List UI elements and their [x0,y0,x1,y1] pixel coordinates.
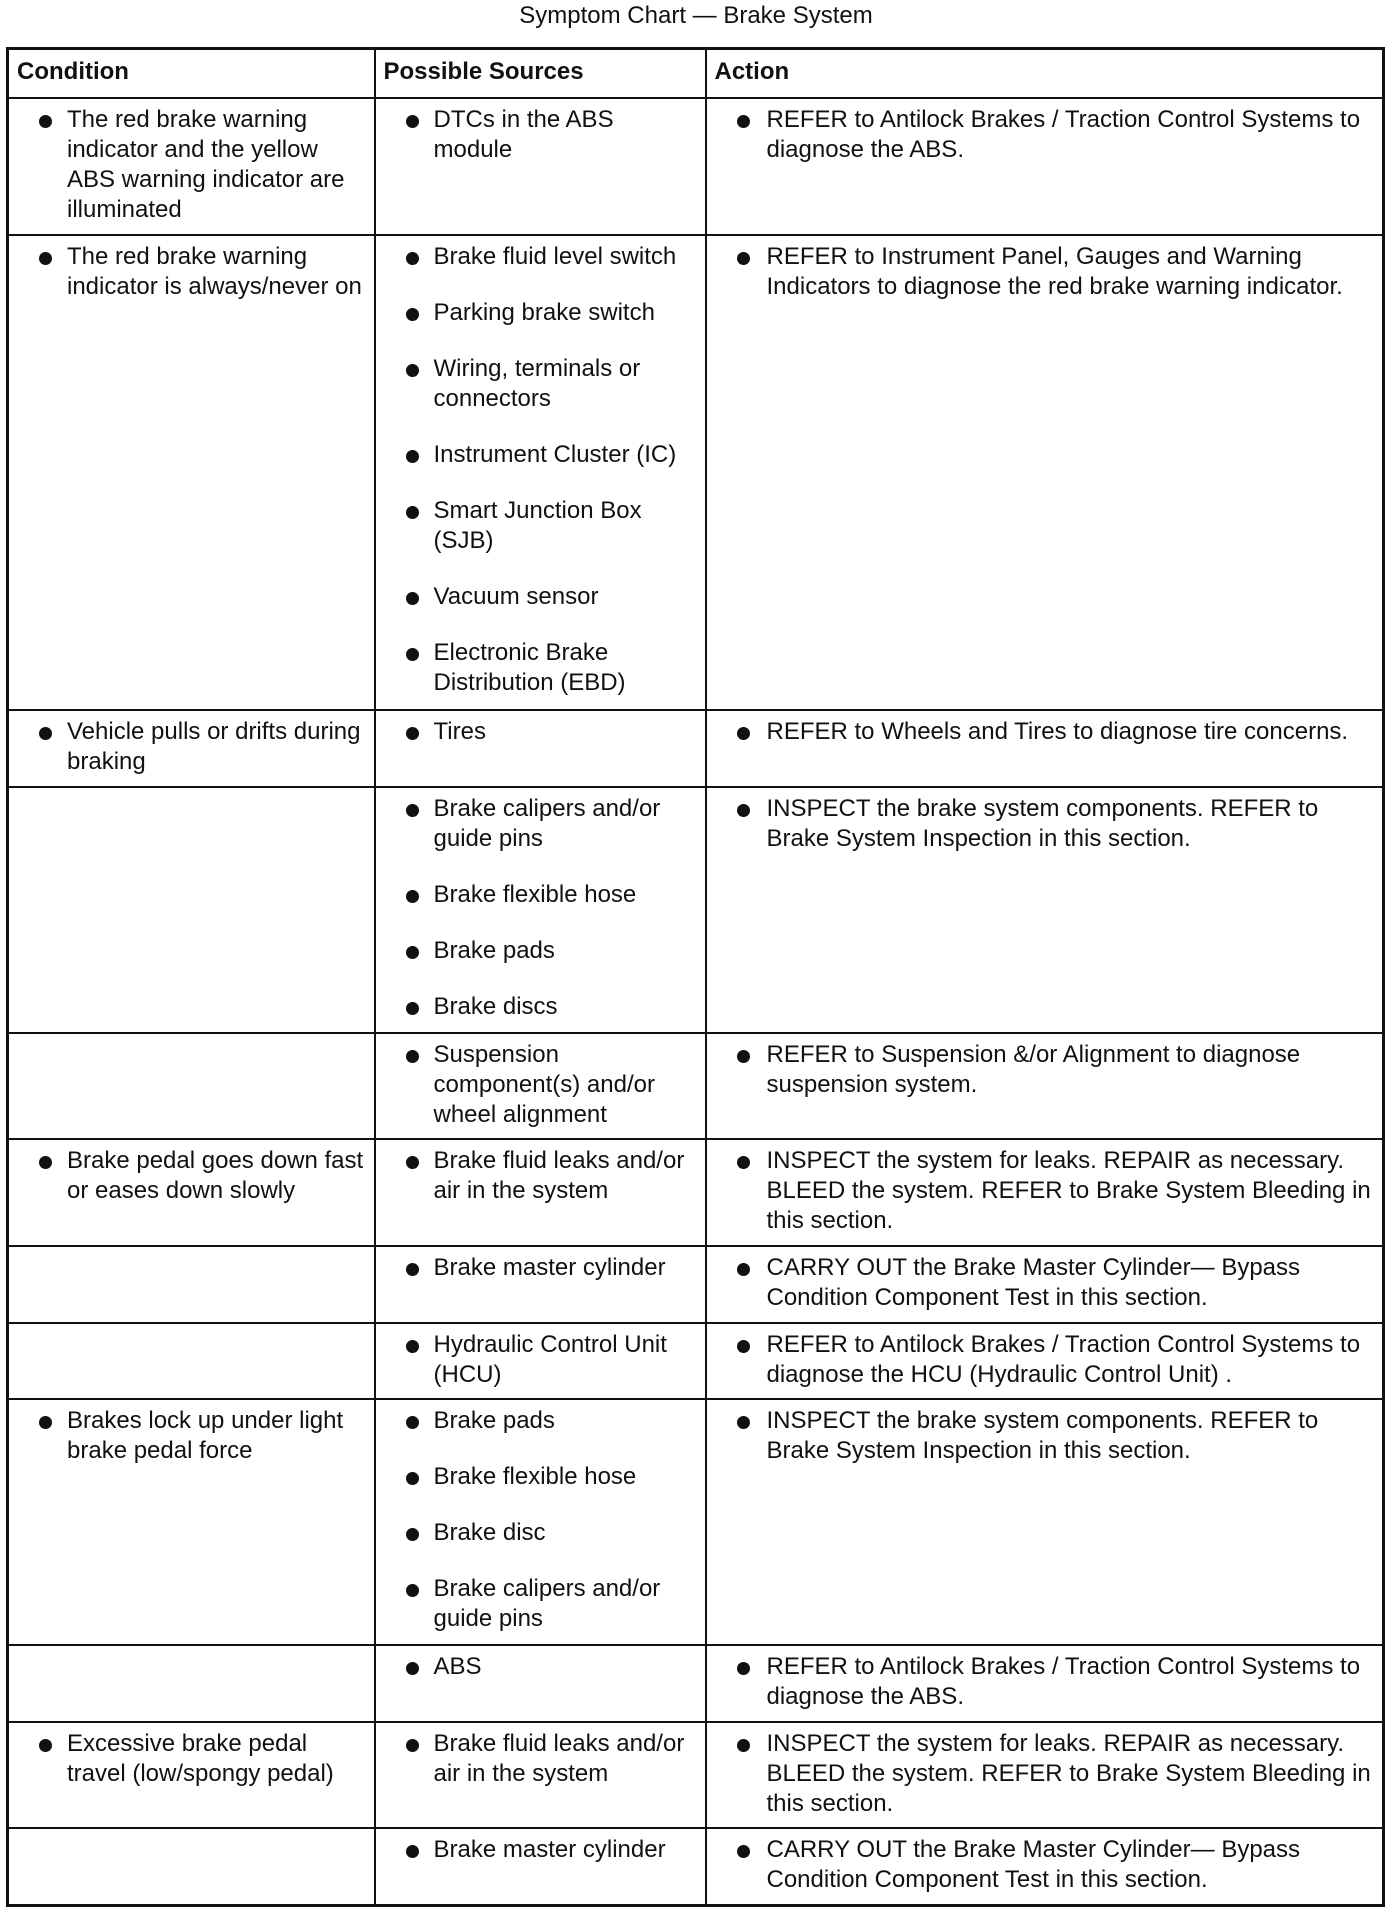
action-cell [706,235,1384,710]
item-text: Smart Junction Box (SJB) [433,496,642,554]
bullet-icon [406,1528,419,1541]
sources-cell [375,1828,706,1905]
bullet-icon [737,1662,750,1675]
list-item-source [382,1462,699,1492]
bullet-icon [737,1263,750,1276]
action-cell [706,710,1384,787]
list-item-source [382,880,699,910]
column-header-condition: Condition [8,49,375,99]
bullet-icon [406,1584,419,1597]
list-item-source [382,1729,699,1789]
list-item-condition [15,717,368,777]
bullet-icon [406,1050,419,1063]
bullet-icon [406,592,419,605]
item-text: Brake fluid leaks and/or air in the system [433,1729,685,1787]
bullet-icon [406,648,419,661]
bullet-icon [737,804,750,817]
item-text: Excessive brake pedal travel (low/spongy pedal) [67,1729,334,1787]
action-cell [706,98,1384,235]
list-item-action [713,1040,1377,1100]
list-item-action [713,794,1377,854]
table-row [8,1246,1384,1323]
item-text: CARRY OUT the Brake Master Cylinder— Bypass Condition Component Test in this section. [766,1254,1301,1312]
list-item-condition [15,1406,368,1466]
sources-cell [375,1033,706,1140]
item-text: Brake pedal goes down fast or eases down slowly [67,1147,364,1205]
sources-cell [375,787,706,1033]
bullet-icon [406,364,419,377]
list-item-action [713,1253,1377,1313]
condition-cell [8,98,375,235]
item-text: Brake discs [433,992,558,1020]
sources-cell [375,1399,706,1645]
item-text: INSPECT the system for leaks. REPAIR as necessary. BLEED the system. REFER to Brake System Bleeding in this section. [766,1729,1371,1817]
item-text: REFER to Antilock Brakes / Traction Control Systems to diagnose the HCU (Hydraulic Control Unit) . [766,1330,1361,1388]
bullet-icon [406,115,419,128]
table-row [8,1139,1384,1246]
table-row [8,710,1384,787]
column-header-action: Action [706,49,1384,99]
item-text: Vacuum sensor [433,582,599,610]
action-cell [706,1828,1384,1905]
table-row [8,787,1384,1033]
item-text: Brake disc [433,1519,546,1547]
bullet-icon [406,1739,419,1752]
item-text: Brake flexible hose [433,880,637,908]
bullet-icon [737,1739,750,1752]
sources-cell [375,98,706,235]
table-row [8,1722,1384,1829]
list-item-source [382,1040,699,1130]
condition-cell [8,1139,375,1246]
action-cell [706,1722,1384,1829]
action-cell [706,1323,1384,1400]
bullet-icon [406,727,419,740]
list-item-source [382,1652,699,1682]
table-row [8,1645,1384,1722]
item-text: REFER to Instrument Panel, Gauges and Warning Indicators to diagnose the red brake warning indicator. [766,242,1343,300]
list-item-condition [15,242,368,302]
list-item-source [382,496,699,556]
table-row [8,1399,1384,1645]
item-text: Wiring, terminals or connectors [433,354,641,412]
item-text: Brake master cylinder [433,1836,666,1864]
symptom-chart-table [6,47,1385,1907]
list-item-action [713,1406,1377,1466]
item-text: REFER to Suspension &/or Alignment to diagnose suspension system. [766,1040,1301,1098]
action-cell [706,1033,1384,1140]
item-text: DTCs in the ABS module [433,106,614,163]
item-text: INSPECT the brake system components. REFER to Brake System Inspection in this section. [766,794,1319,852]
list-item-source [382,638,699,698]
bullet-icon [406,1472,419,1485]
bullet-icon [39,727,52,740]
item-text: The red brake warning indicator is always/never on [67,242,362,300]
item-text: ABS [433,1653,482,1681]
condition-cell [8,710,375,787]
item-text: INSPECT the brake system components. REFER to Brake System Inspection in this section. [766,1407,1319,1465]
item-text: Brake fluid leaks and/or air in the system [433,1147,685,1205]
bullet-icon [39,252,52,265]
bullet-icon [737,1845,750,1858]
bullet-icon [737,1340,750,1353]
bullet-icon [406,804,419,817]
item-text: Tires [433,718,486,746]
bullet-icon [406,890,419,903]
sources-cell [375,235,706,710]
item-text: REFER to Wheels and Tires to diagnose tire concerns. [766,718,1349,746]
column-header-sources: Possible Sources [375,49,706,99]
list-item-source [382,1330,699,1390]
action-cell [706,1645,1384,1722]
header-row [8,49,1384,99]
list-item-action [713,1146,1377,1236]
condition-cell [8,1246,375,1323]
item-text: REFER to Antilock Brakes / Traction Control Systems to diagnose the ABS. [766,106,1361,163]
bullet-icon [39,1739,52,1752]
list-item-action [713,105,1377,165]
bullet-icon [737,727,750,740]
condition-cell [8,1033,375,1140]
action-cell [706,1399,1384,1645]
list-item-source [382,992,699,1022]
item-text: Brake pads [433,1407,555,1435]
item-text: The red brake warning indicator and the yellow ABS warning indicator are illuminated [67,106,345,223]
sources-cell [375,1246,706,1323]
bullet-icon [39,1156,52,1169]
item-text: Hydraulic Control Unit (HCU) [433,1330,667,1388]
item-text: Brake fluid level switch [433,242,677,270]
list-item-source [382,1406,699,1436]
bullet-icon [39,115,52,128]
table-row [8,98,1384,235]
sources-cell [375,1645,706,1722]
bullet-icon [406,252,419,265]
condition-cell [8,1722,375,1829]
bullet-icon [737,1050,750,1063]
item-text: Brake flexible hose [433,1463,637,1491]
chart-body [8,98,1384,1906]
list-item-condition [15,105,368,225]
condition-cell [8,1399,375,1645]
action-cell [706,1139,1384,1246]
bullet-icon [406,946,419,959]
bullet-icon [406,1156,419,1169]
list-item-condition [15,1729,368,1789]
bullet-icon [406,1662,419,1675]
item-text: REFER to Antilock Brakes / Traction Control Systems to diagnose the ABS. [766,1653,1361,1711]
item-text: Brake master cylinder [433,1254,666,1282]
condition-cell [8,1645,375,1722]
list-item-action [713,717,1377,747]
item-text: Brakes lock up under light brake pedal force [67,1407,344,1465]
list-item-source [382,440,699,470]
bullet-icon [406,1263,419,1276]
list-item-source [382,242,699,272]
item-text: Instrument Cluster (IC) [433,440,677,468]
sources-cell [375,710,706,787]
list-item-action [713,1835,1377,1895]
item-text: Brake calipers and/or guide pins [433,794,661,852]
action-cell [706,787,1384,1033]
item-text: Parking brake switch [433,298,655,326]
bullet-icon [406,506,419,519]
item-text: INSPECT the system for leaks. REPAIR as necessary. BLEED the system. REFER to Brake System Bleeding in this section. [766,1147,1371,1235]
list-item-source [382,105,699,165]
list-item-action [713,1330,1377,1390]
list-item-source [382,1835,699,1865]
sources-cell [375,1722,706,1829]
action-cell [706,1246,1384,1323]
list-item-source [382,1574,699,1634]
list-item-action [713,1652,1377,1712]
table-row [8,1828,1384,1905]
list-item-action [713,1729,1377,1819]
bullet-icon [39,1416,52,1429]
bullet-icon [737,252,750,265]
item-text: Brake calipers and/or guide pins [433,1575,661,1633]
list-item-source [382,1253,699,1283]
bullet-icon [406,1416,419,1429]
item-text: Brake pads [433,936,555,964]
bullet-icon [737,1416,750,1429]
list-item-action [713,242,1377,302]
table-row [8,235,1384,710]
item-text: CARRY OUT the Brake Master Cylinder— Bypass Condition Component Test in this section. [766,1836,1301,1894]
bullet-icon [406,1845,419,1858]
bullet-icon [737,115,750,128]
list-item-source [382,582,699,612]
condition-cell [8,235,375,710]
table-row [8,1033,1384,1140]
list-item-condition [15,1146,368,1206]
condition-cell [8,787,375,1033]
list-item-source [382,794,699,854]
list-item-source [382,717,699,747]
page-title: Symptom Chart — Brake System [519,2,873,29]
condition-cell [8,1323,375,1400]
sources-cell [375,1139,706,1246]
bullet-icon [737,1156,750,1169]
bullet-icon [406,450,419,463]
list-item-source [382,1146,699,1206]
bullet-icon [406,308,419,321]
bullet-icon [406,1002,419,1015]
table-row [8,1323,1384,1400]
item-text: Suspension component(s) and/or wheel alignment [433,1040,655,1128]
item-text: Electronic Brake Distribution (EBD) [433,638,626,696]
list-item-source [382,936,699,966]
bullet-icon [406,1340,419,1353]
list-item-source [382,298,699,328]
list-item-source [382,354,699,414]
list-item-source [382,1518,699,1548]
item-text: Vehicle pulls or drifts during braking [67,718,361,776]
sources-cell [375,1323,706,1400]
condition-cell [8,1828,375,1905]
